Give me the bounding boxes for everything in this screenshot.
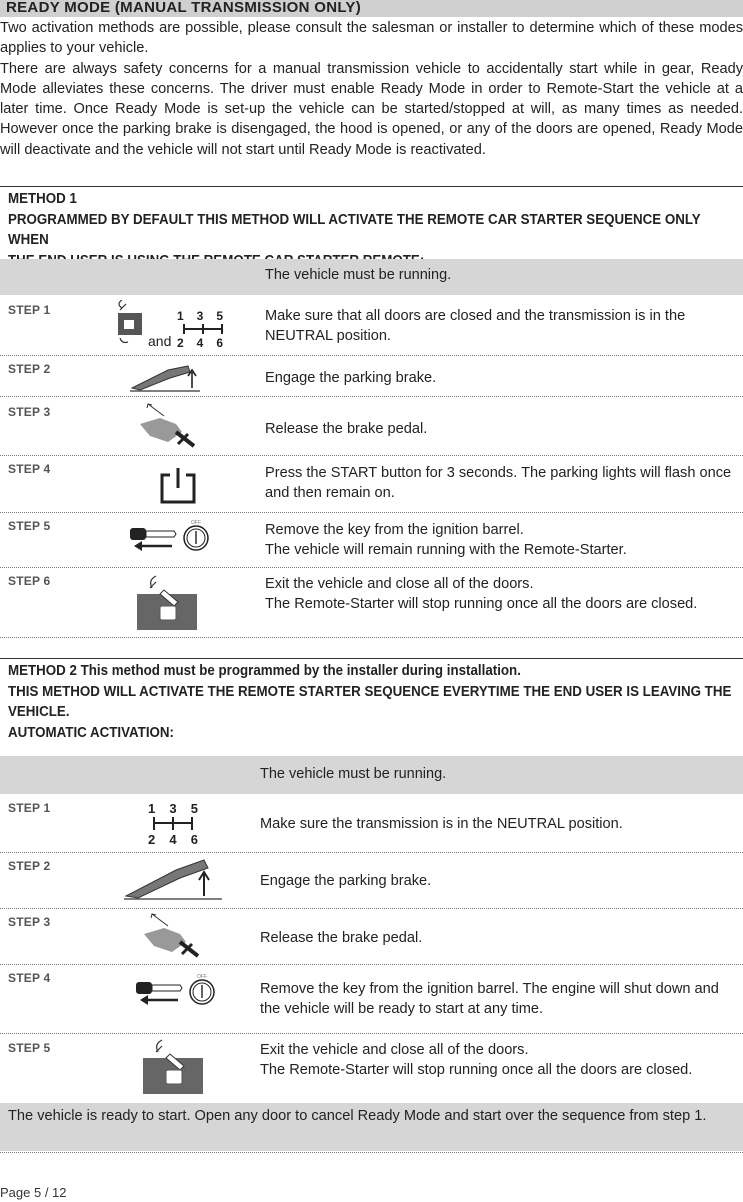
method2-title-line: AUTOMATIC ACTIVATION: — [8, 724, 174, 741]
step-description — [260, 1040, 736, 1080]
gear-numbers-top: 1 3 5 — [148, 801, 198, 816]
divider — [0, 1033, 743, 1034]
method1-requirement: The vehicle must be running. — [265, 267, 452, 283]
step-description: Engage the parking brake. — [260, 873, 432, 889]
parking-brake-icon — [130, 364, 202, 392]
divider — [0, 396, 743, 397]
step-label: STEP 1 — [8, 801, 51, 815]
divider — [0, 455, 743, 456]
step-description-line: The vehicle will remain running with the Remote-Starter. — [265, 542, 627, 558]
divider — [0, 186, 743, 187]
key-removal-icon — [128, 516, 212, 558]
gear-pattern — [177, 309, 223, 350]
step-description: Release the brake pedal. — [260, 930, 423, 946]
step-label: STEP 6 — [8, 574, 51, 588]
intro-paragraph-1: Two activation methods are possible, please consult the salesman or installer to determine which of these modes applies to your vehicle. — [0, 20, 743, 57]
step-label: STEP 5 — [8, 1041, 51, 1055]
method2-requirement: The vehicle must be running. — [260, 766, 447, 782]
method1-title-line: PROGRAMMED BY DEFAULT THIS METHOD WILL ACTIVATE THE REMOTE CAR STARTER SEQUENCE ONLY WHEN — [8, 211, 701, 248]
step-description — [265, 574, 737, 614]
step-label: STEP 2 — [8, 362, 51, 376]
step-label: STEP 2 — [8, 859, 51, 873]
intro-paragraph-2: There are always safety concerns for a manual transmission vehicle to accidentally start while in gear, Ready Mode alleviates these concerns. The driver must enable Ready Mode in order to Remote-Start the vehicle at a later time. Once Ready Mode is set-up the vehicle can be started/stopped at will, as many times as needed. However once the parking brake is disengaged, the hood is opened, or any of the doors are opened, Ready Mode will deactivate and the vehicle will not start until Ready Mode is reactivated. — [0, 60, 743, 158]
final-note-band — [0, 1103, 743, 1151]
ignition-off-label: OFF — [197, 974, 207, 980]
step-label: STEP 1 — [8, 303, 51, 317]
step-description-line: Remove the key from the ignition barrel. — [265, 522, 524, 538]
parking-brake-icon — [124, 858, 224, 902]
step-label: STEP 3 — [8, 915, 51, 929]
method2-title-line: VEHICLE. — [8, 704, 70, 720]
step-description-line: Exit the vehicle and close all of the doors. — [265, 576, 534, 592]
gear-numbers-bottom: 2 4 6 — [148, 832, 198, 846]
step-description: Engage the parking brake. — [265, 370, 437, 386]
divider — [0, 852, 743, 853]
divider — [0, 1152, 743, 1153]
method2-title-line: METHOD 2 This method must be programmed by the installer during installation. — [8, 663, 521, 679]
step-description: Make sure the transmission is in the NEUTRAL position. — [260, 816, 623, 832]
method2-title — [8, 661, 735, 743]
divider — [0, 512, 743, 513]
step-description — [265, 520, 737, 560]
divider — [0, 567, 743, 568]
intro-text — [0, 18, 743, 160]
step-description: Make sure that all doors are closed and the transmission is in the NEUTRAL position. — [265, 308, 686, 344]
step-description: Remove the key from the ignition barrel. The engine will shut down and the vehicle will be ready to start at any time. — [260, 981, 719, 1017]
step-description-line: Exit the vehicle and close all of the doors. — [260, 1042, 529, 1058]
divider — [0, 908, 743, 909]
final-note: The vehicle is ready to start. Open any door to cancel Ready Mode and start over the sequence from step 1. — [8, 1108, 707, 1124]
key-removal-icon — [134, 970, 218, 1012]
gear-numbers-top: 1 3 5 — [177, 309, 223, 323]
step-label: STEP 4 — [8, 462, 51, 476]
section-title: READY MODE (MANUAL TRANSMISSION ONLY) — [6, 0, 362, 16]
page-number: Page 5 / 12 — [0, 1185, 67, 1200]
gearshift-icon — [146, 800, 202, 846]
step-description-line: The Remote-Starter will stop running once all the doors are closed. — [265, 596, 698, 612]
divider — [0, 637, 743, 638]
car-door-icon — [136, 574, 200, 632]
section-header — [0, 0, 743, 17]
step-label: STEP 5 — [8, 519, 51, 533]
ignition-off-label: OFF — [191, 520, 201, 526]
brake-pedal-icon — [142, 912, 204, 960]
divider — [0, 658, 743, 659]
step-description: Press the START button for 3 seconds. The parking lights will flash once and then remain on. — [265, 465, 732, 501]
method2-requirement-band — [0, 756, 743, 794]
step-label: STEP 4 — [8, 971, 51, 985]
step-description-line: The Remote-Starter will stop running once all the doors are closed. — [260, 1062, 693, 1078]
divider — [0, 355, 743, 356]
and-label: and — [148, 333, 172, 349]
method1-requirement-band — [0, 259, 743, 295]
method1-title-line: METHOD 1 — [8, 191, 77, 207]
method2-title-line: THIS METHOD WILL ACTIVATE THE REMOTE STARTER SEQUENCE EVERYTIME THE END USER IS LEAVING THE — [8, 683, 732, 700]
brake-pedal-icon — [138, 402, 200, 450]
start-button-icon — [158, 466, 198, 506]
divider — [0, 964, 743, 965]
step-description: Release the brake pedal. — [265, 421, 428, 437]
door-and-gearshift-icon — [112, 300, 232, 352]
gear-numbers-bottom: 2 4 6 — [177, 336, 223, 350]
car-door-icon — [142, 1038, 206, 1096]
step-label: STEP 3 — [8, 405, 51, 419]
